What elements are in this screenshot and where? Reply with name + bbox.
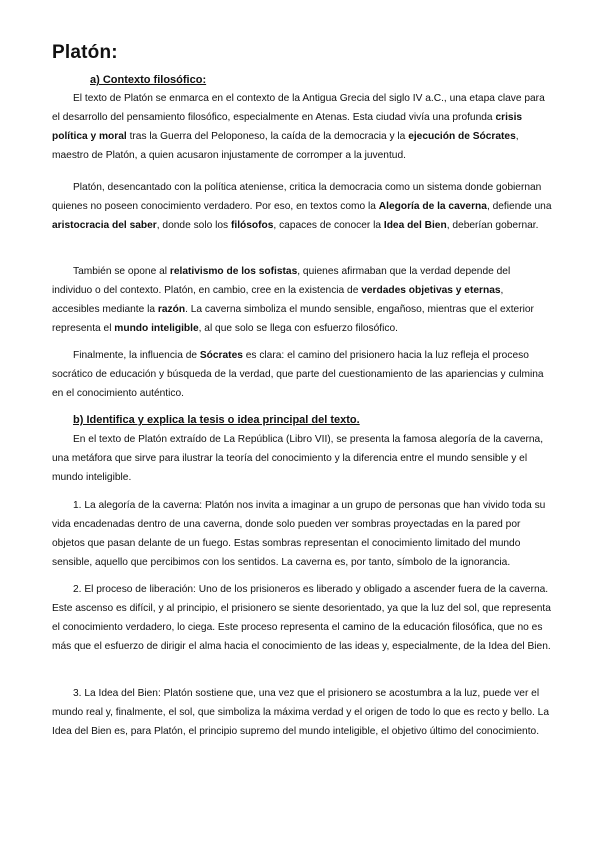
section-a-heading: a) Contexto filosófico: bbox=[90, 74, 207, 86]
section-b-paragraph-3: 2. El proceso de liberación: Uno de los prisioneros es liberado y obligado a ascender fuera de la caverna. Este ascenso es difícil, y al principio, el prisionero se siente desorientado, ya que la luz del sol, que representa el conocimiento verdadero, lo ciega. Este proceso representa el camino de la educación filosófica, que no es más que el esfuerzo de dirigir el alma hacia el conocimiento de las ideas y, especialmente, de la Idea del Bien. bbox=[52, 584, 551, 652]
page-title: Platón: bbox=[52, 42, 118, 63]
bold-emphasis: crisis política y moral bbox=[52, 112, 523, 142]
bold-emphasis: filósofos bbox=[230, 220, 274, 231]
bold-emphasis: ejecución de Sócrates bbox=[408, 131, 516, 142]
section-b-heading: b) Identifica y explica la tesis o idea principal del texto. bbox=[73, 414, 360, 426]
bold-emphasis: razón bbox=[157, 304, 186, 315]
section-a-paragraph-1: El texto de Platón se enmarca en el contexto de la Antigua Grecia del siglo IV a.C., una etapa clave para el desarrollo del pensamiento filosófico, especialmente en Atenas. Esta ciudad vivía una profunda crisis política y moral tras la Guerra del Peloponeso, la caída de la democracia y la ejecución de Sócrates, maestro de Platón, a quien acusaron injustamente de corromper a la juventud. bbox=[52, 93, 545, 161]
section-a-paragraph-2: Platón, desencantado con la política ateniense, critica la democracia como un sistema donde gobiernan quienes no poseen conocimiento verdadero. Por eso, en textos como la Alegoría de la caverna, defiende una aristocracia del saber, donde solo los filósofos, capaces de conocer la Idea del Bien, deberían gobernar. bbox=[52, 182, 552, 231]
bold-emphasis: Idea del Bien bbox=[383, 220, 447, 231]
bold-emphasis: Alegoría de la caverna bbox=[378, 201, 487, 212]
section-b-paragraph-2: 1. La alegoría de la caverna: Platón nos invita a imaginar a un grupo de personas que han vivido toda su vida encadenadas dentro de una caverna, donde solo pueden ver sombras proyectadas en la pared por objetos que pasan delante de un fuego. Estas sombras representan el conocimiento limitado del mundo sensible, aquello que percibimos con los sentidos. La caverna es, por tanto, símbolo de la ignorancia. bbox=[52, 500, 546, 568]
section-b-paragraph-4: 3. La Idea del Bien: Platón sostiene que, una vez que el prisionero se acostumbra a la luz, puede ver el mundo real y, finalmente, el sol, que simboliza la máxima verdad y el origen de todo lo que es recto y bello. La Idea del Bien es, para Platón, el principio supremo del mundo inteligible, el objetivo último del conocimiento. bbox=[52, 688, 550, 737]
section-a-paragraph-4: Finalmente, la influencia de Sócrates es clara: el camino del prisionero hacia la luz refleja el proceso socrático de educación y búsqueda de la verdad, que parte del cuestionamiento de las apariencias y culmina en el conocimiento auténtico. bbox=[52, 350, 544, 399]
bold-emphasis: mundo inteligible bbox=[114, 323, 199, 334]
bold-emphasis: relativismo de los sofistas bbox=[169, 266, 298, 277]
bold-emphasis: verdades objetivas y eternas bbox=[361, 285, 501, 296]
bold-emphasis: aristocracia del saber bbox=[52, 220, 157, 231]
bold-emphasis: Sócrates bbox=[199, 350, 243, 361]
section-b-paragraph-1: En el texto de Platón extraído de La República (Libro VII), se presenta la famosa alegoría de la caverna, una metáfora que sirve para ilustrar la teoría del conocimiento y la diferencia entre el mundo sensible y el mundo inteligible. bbox=[52, 434, 544, 483]
section-a-paragraph-3: También se opone al relativismo de los sofistas, quienes afirmaban que la verdad depende del individuo o del contexto. Platón, en cambio, cree en la existencia de verdades objetivas y eternas, accesibles mediante la razón. La caverna simboliza el mundo sensible, engañoso, mientras que el exterior representa el mundo inteligible, al que solo se llega con esfuerzo filosófico. bbox=[52, 266, 534, 334]
